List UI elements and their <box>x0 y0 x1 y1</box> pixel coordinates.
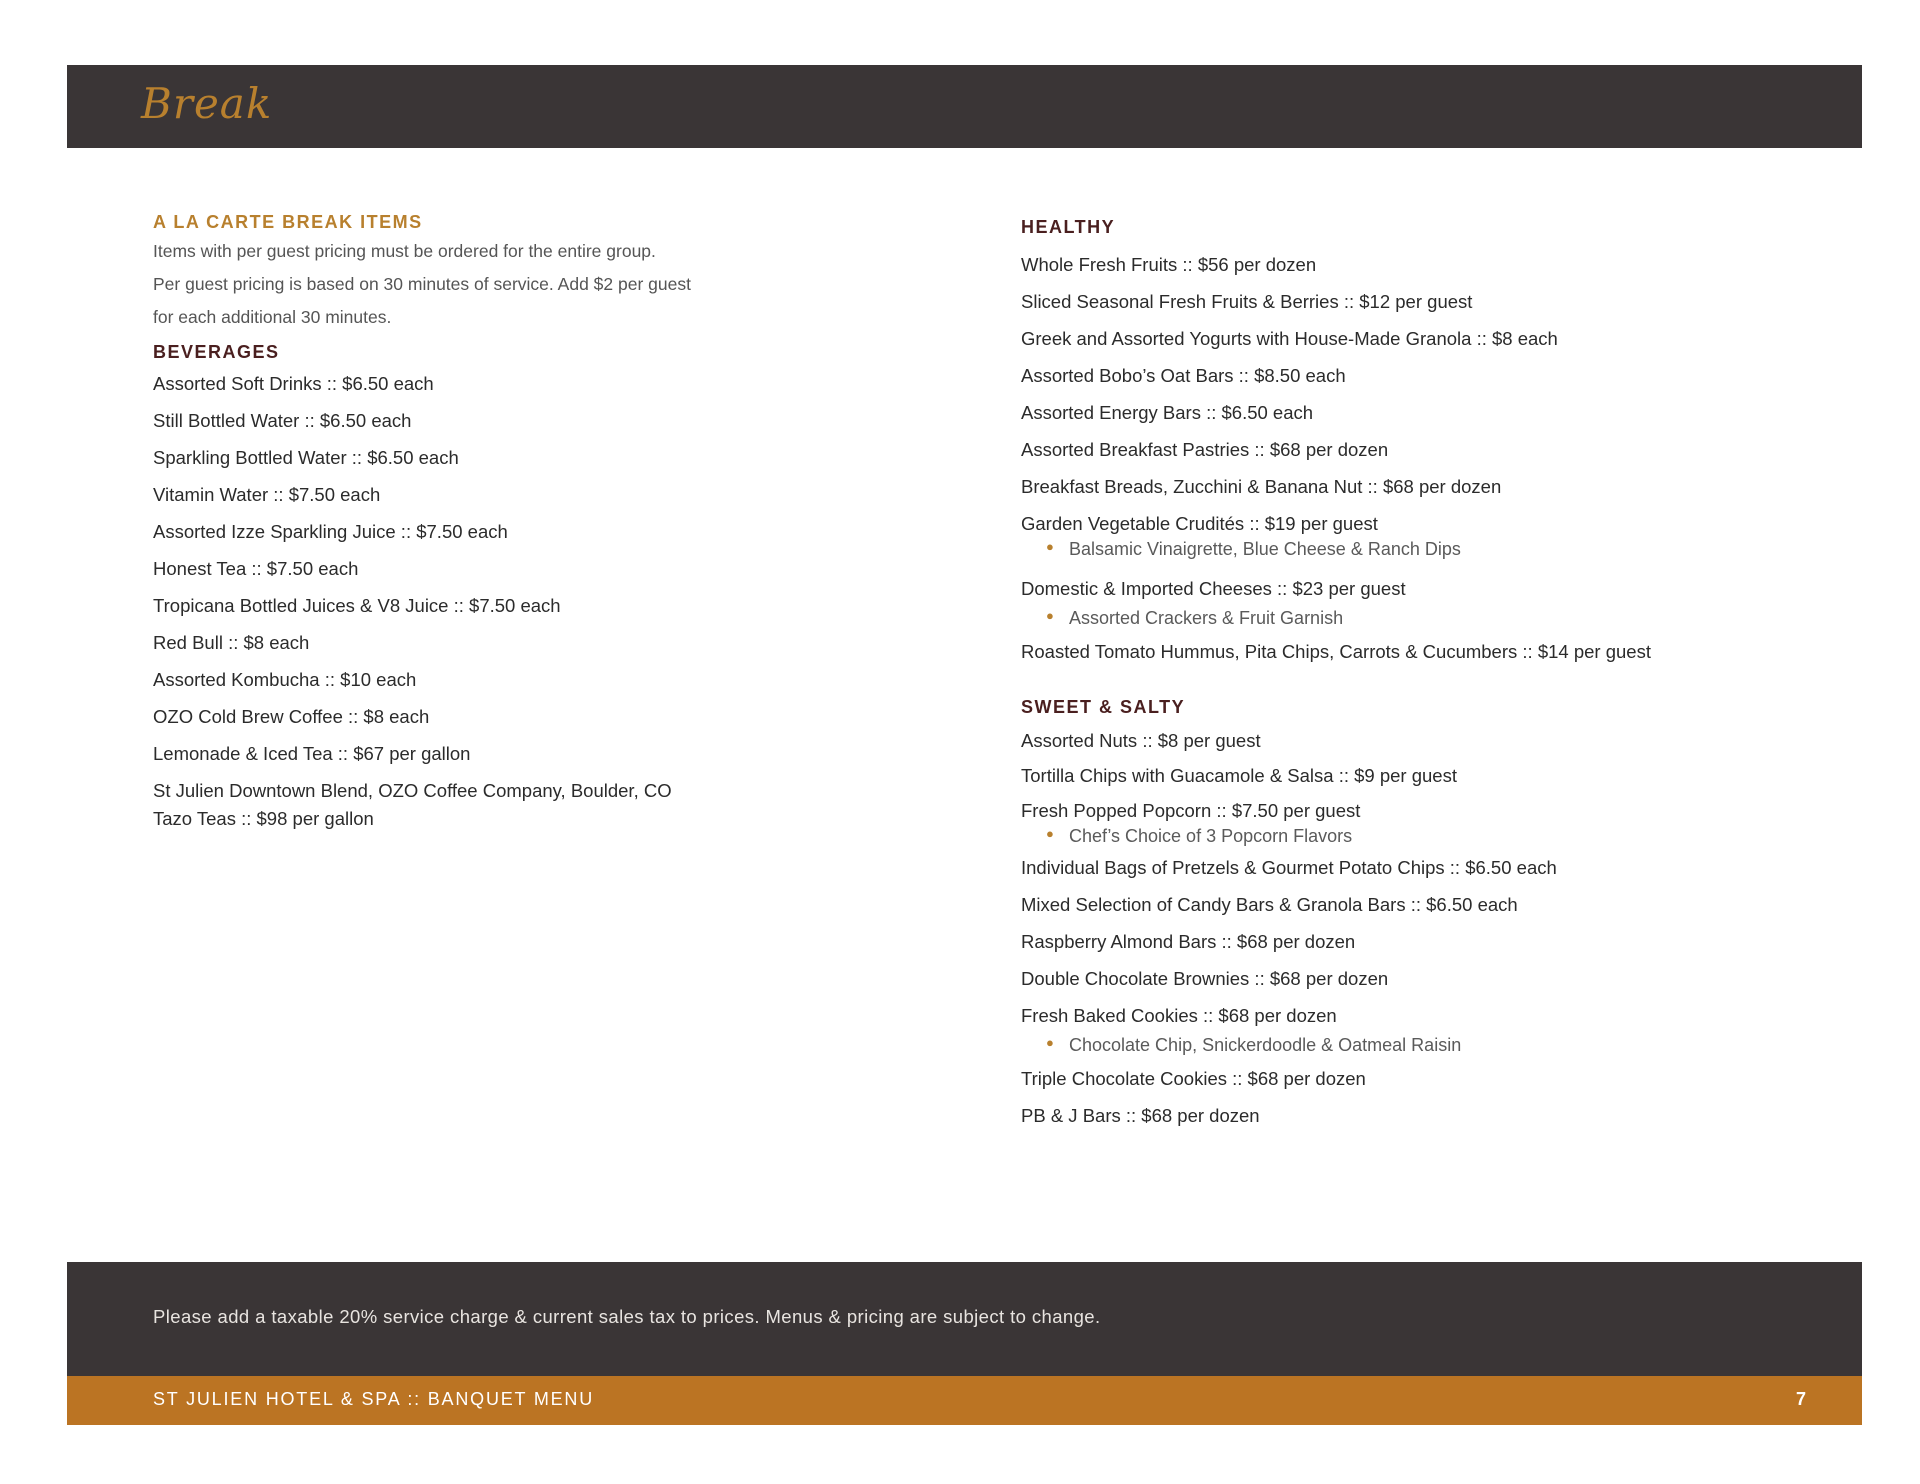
menu-item: Raspberry Almond Bars :: $68 per dozen <box>1021 931 1356 952</box>
menu-item: Tortilla Chips with Guacamole & Salsa :: $9 per guest <box>1021 765 1457 786</box>
beverages-list <box>153 373 833 830</box>
menu-item: Fresh Popped Popcorn :: $7.50 per guest <box>1021 800 1361 821</box>
menu-item: Sparkling Bottled Water :: $6.50 each <box>153 447 459 468</box>
intro-line: Per guest pricing is based on 30 minutes of service. Add $2 per guest <box>153 274 691 294</box>
footer-brand: ST JULIEN HOTEL & SPA :: BANQUET MENU <box>153 1389 595 1409</box>
intro-line: for each additional 30 minutes. <box>153 307 392 327</box>
page-number: 7 <box>1795 1389 1806 1409</box>
footer-note: Please add a taxable 20% service charge & current sales tax to prices. Menus & pricing are subject to change. <box>153 1306 1101 1327</box>
section-title-beverages: BEVERAGES <box>153 342 280 362</box>
footer-bar <box>67 1376 1862 1425</box>
menu-item: Assorted Breakfast Pastries :: $68 per dozen <box>1021 439 1389 460</box>
sub-item-text: Assorted Crackers & Fruit Garnish <box>1069 608 1344 628</box>
menu-item: Individual Bags of Pretzels & Gourmet Potato Chips :: $6.50 each <box>1021 857 1557 878</box>
footer-band <box>67 1262 1862 1376</box>
menu-item: Triple Chocolate Cookies :: $68 per dozen <box>1021 1068 1366 1089</box>
menu-item: Double Chocolate Brownies :: $68 per dozen <box>1021 968 1389 989</box>
menu-item: Garden Vegetable Crudités :: $19 per guest <box>1021 513 1378 534</box>
left-column <box>153 212 833 830</box>
menu-sub-item <box>1021 1035 1821 1056</box>
menu-item: Assorted Nuts :: $8 per guest <box>1021 730 1261 751</box>
menu-item: Honest Tea :: $7.50 each <box>153 558 359 579</box>
menu-item: Mixed Selection of Candy Bars & Granola Bars :: $6.50 each <box>1021 894 1518 915</box>
menu-sub-item <box>1021 826 1821 847</box>
menu-item: Sliced Seasonal Fresh Fruits & Berries :: $12 per guest <box>1021 291 1473 312</box>
bullet-icon: ● <box>1046 539 1054 554</box>
healthy-list <box>1021 254 1821 663</box>
section-title-sweet-salty: SWEET & SALTY <box>1021 697 1186 717</box>
menu-item: Tropicana Bottled Juices & V8 Juice :: $7.50 each <box>153 595 561 616</box>
section-title-healthy: HEALTHY <box>1021 217 1116 237</box>
sweet-salty-list <box>1021 730 1821 1127</box>
menu-item: Lemonade & Iced Tea :: $67 per gallon <box>153 743 471 764</box>
intro-text <box>153 235 833 334</box>
sub-item-text: Chocolate Chip, Snickerdoodle & Oatmeal Raisin <box>1069 1035 1462 1055</box>
page-title: Break <box>141 79 273 128</box>
menu-item: Assorted Soft Drinks :: $6.50 each <box>153 373 434 394</box>
menu-item: Domestic & Imported Cheeses :: $23 per guest <box>1021 578 1406 599</box>
sub-item-text: Chef’s Choice of 3 Popcorn Flavors <box>1069 826 1353 846</box>
menu-item: Roasted Tomato Hummus, Pita Chips, Carrots & Cucumbers :: $14 per guest <box>1021 641 1651 662</box>
header-band <box>67 65 1862 148</box>
menu-item: Assorted Energy Bars :: $6.50 each <box>1021 402 1314 423</box>
menu-item: Assorted Izze Sparkling Juice :: $7.50 each <box>153 521 508 542</box>
menu-item: Red Bull :: $8 each <box>153 632 310 653</box>
menu-item: Breakfast Breads, Zucchini & Banana Nut :: $68 per dozen <box>1021 476 1502 497</box>
menu-item: Assorted Kombucha :: $10 each <box>153 669 417 690</box>
menu-item: Greek and Assorted Yogurts with House-Made Granola :: $8 each <box>1021 328 1558 349</box>
menu-item: Assorted Bobo’s Oat Bars :: $8.50 each <box>1021 365 1346 386</box>
menu-item: Tazo Teas :: $98 per gallon <box>153 808 374 829</box>
bullet-icon: ● <box>1046 608 1054 623</box>
menu-item: PB & J Bars :: $68 per dozen <box>1021 1105 1260 1126</box>
menu-item: OZO Cold Brew Coffee :: $8 each <box>153 706 430 727</box>
menu-sub-item <box>1021 608 1821 629</box>
menu-item: Whole Fresh Fruits :: $56 per dozen <box>1021 254 1317 275</box>
right-column <box>1021 217 1821 1127</box>
sub-item-text: Balsamic Vinaigrette, Blue Cheese & Ranch Dips <box>1069 539 1461 559</box>
menu-item: Fresh Baked Cookies :: $68 per dozen <box>1021 1005 1337 1026</box>
bullet-icon: ● <box>1046 826 1054 841</box>
menu-sub-item <box>1021 539 1821 560</box>
menu-item: St Julien Downtown Blend, OZO Coffee Company, Boulder, CO <box>153 780 672 801</box>
menu-item: Vitamin Water :: $7.50 each <box>153 484 381 505</box>
section-title-a-la-carte: A LA CARTE BREAK ITEMS <box>153 212 423 232</box>
bullet-icon: ● <box>1046 1035 1054 1050</box>
intro-line: Items with per guest pricing must be ordered for the entire group. <box>153 241 656 261</box>
menu-item: Still Bottled Water :: $6.50 each <box>153 410 412 431</box>
